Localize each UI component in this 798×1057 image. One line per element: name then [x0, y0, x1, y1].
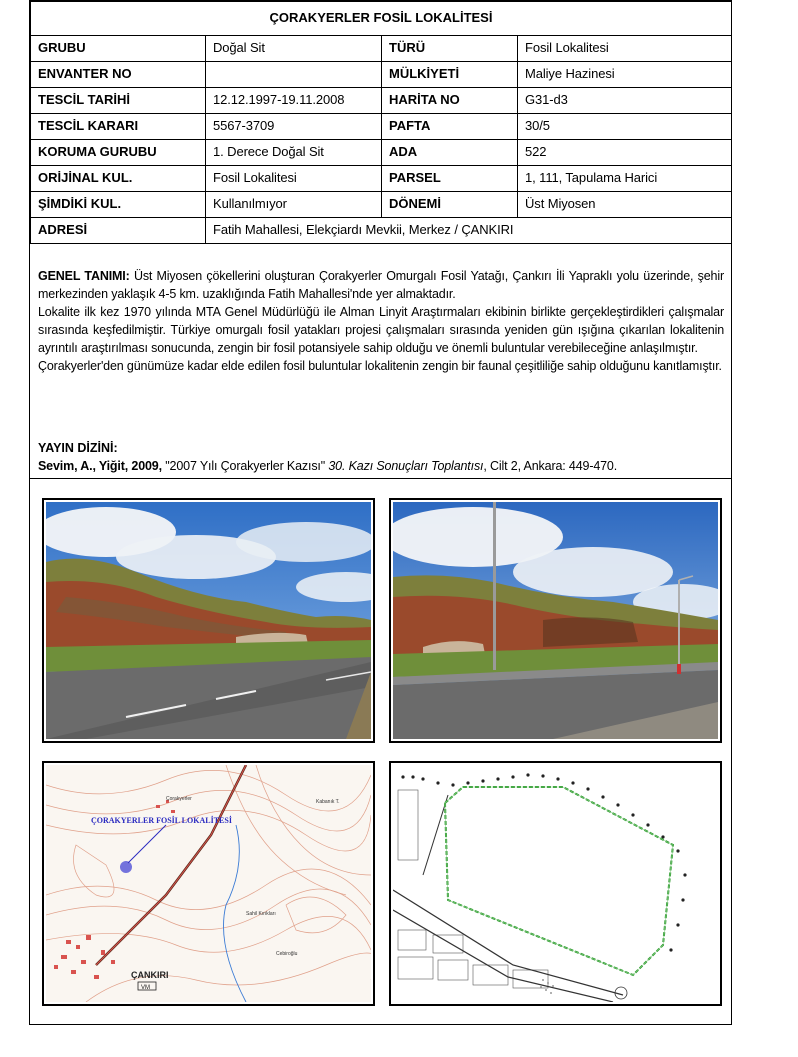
description-paragraph-3: Çorakyerler'den günümüze kadar elde edilen fosil buluntular lokalitenin zengin bir faunal çeşitliliğe sahip olduğunu kanıtlamıştır.: [38, 359, 722, 373]
publication-series: 30. Kazı Sonuçları Toplantısı: [325, 459, 484, 473]
table-row: [31, 88, 732, 114]
site-photo-1: [42, 498, 375, 743]
value-tescil-karari: 5567-3709: [206, 114, 382, 140]
topographic-map: [42, 761, 375, 1006]
value-pafta: 30/5: [518, 114, 732, 140]
map-hill-label-1: Kabanık T.: [316, 799, 340, 805]
label-pafta: PAFTA: [382, 114, 518, 140]
label-mulkiyeti: MÜLKİYETİ: [382, 62, 518, 88]
value-orijinal-kul: Fosil Lokalitesi: [206, 166, 382, 192]
value-simdiki-kul: Kullanılmıyor: [206, 192, 382, 218]
document-sheet: [29, 0, 732, 1025]
label-ada: ADA: [382, 140, 518, 166]
map-city-label: ÇANKIRI: [131, 970, 169, 980]
table-row: [31, 62, 732, 88]
landscape-photo-pole: [393, 502, 718, 739]
title-row: [31, 2, 732, 36]
label-koruma-gurubu: KORUMA GURUBU: [31, 140, 206, 166]
value-envanter-no: [206, 62, 382, 88]
label-donemi: DÖNEMİ: [382, 192, 518, 218]
table-row: [31, 36, 732, 62]
label-envanter-no: ENVANTER NO: [31, 62, 206, 88]
description-heading: GENEL TANIMI:: [38, 269, 130, 283]
publication-title: "2007 Yılı Çorakyerler Kazısı": [161, 459, 326, 473]
table-row: [31, 192, 732, 218]
label-tescil-karari: TESCİL KARARI: [31, 114, 206, 140]
label-tescil-tarihi: TESCİL TARİHİ: [31, 88, 206, 114]
publication-entry: [38, 459, 728, 473]
label-harita-no: HARİTA NO: [382, 88, 518, 114]
map-village-label: Çorakyerler: [166, 796, 192, 802]
value-koruma-gurubu: 1. Derece Doğal Sit: [206, 140, 382, 166]
description-paragraph-1: [38, 267, 724, 303]
label-grubu: GRUBU: [31, 36, 206, 62]
table-row: [31, 218, 732, 244]
cadastral-plan: [389, 761, 722, 1006]
label-simdiki-kul: ŞİMDİKİ KUL.: [31, 192, 206, 218]
map-hill-label-2: Sahil Kırıkları: [246, 911, 276, 917]
section-divider: [30, 478, 731, 479]
label-orijinal-kul: ORİJİNAL KUL.: [31, 166, 206, 192]
value-mulkiyeti: Maliye Hazinesi: [518, 62, 732, 88]
plan-image: [393, 765, 718, 1002]
general-description: [38, 267, 724, 375]
page-title: ÇORAKYERLER FOSİL LOKALİTESİ: [31, 2, 732, 36]
site-photo-2: [389, 498, 722, 743]
publication-authors: Sevim, A., Yiğit, 2009,: [38, 459, 162, 473]
map-image: [46, 765, 371, 1002]
value-tescil-tarihi: 12.12.1997-19.11.2008: [206, 88, 382, 114]
label-parsel: PARSEL: [382, 166, 518, 192]
table-row: [31, 166, 732, 192]
description-paragraph-2: Lokalite ilk kez 1970 yılında MTA Genel Müdürlüğü ile Alman Linyit Araştırmaları ekibinin birlikte gerçekleştirdikleri çalışmalar sırasında keşfedilmiştir. Türkiye omurgalı fosil yatakları projesi çalışmaları sırasında yeniden gün ışığına çıkarılan lokalitenin ayrıntılı araştırılması sonucunda, zengin bir fosil potansiyele sahip olduğu ve önemli buluntular verebileceğine anlaşılmıştır.: [38, 305, 724, 355]
map-hill-label-3: Cebiroğlu: [276, 951, 298, 957]
value-turu: Fosil Lokalitesi: [518, 36, 732, 62]
info-table: [30, 1, 732, 244]
description-text-1: Üst Miyosen çökellerini oluşturan Çorakyerler Omurgalı Fosil Yatağı, Çankırı İli Yapraklı yolu üzerinde, şehir merkezinden yaklaşık 4-5 km. uzaklığında Fatih Mahallesi'nde yer almaktadır.: [38, 269, 724, 301]
value-donemi: Üst Miyosen: [518, 192, 732, 218]
table-row: [31, 140, 732, 166]
label-adresi: ADRESİ: [31, 218, 206, 244]
publications-heading: YAYIN DİZİNİ:: [38, 441, 118, 455]
value-parsel: 1, 111, Tapulama Harici: [518, 166, 732, 192]
value-harita-no: G31-d3: [518, 88, 732, 114]
map-city-code: VM: [141, 985, 150, 991]
value-grubu: Doğal Sit: [206, 36, 382, 62]
label-turu: TÜRÜ: [382, 36, 518, 62]
value-ada: 522: [518, 140, 732, 166]
value-adresi: Fatih Mahallesi, Elekçiardı Mevkii, Merkez / ÇANKIRI: [206, 218, 732, 244]
table-row: [31, 114, 732, 140]
landscape-photo-road: [46, 502, 371, 739]
publication-details: , Cilt 2, Ankara: 449-470.: [483, 459, 618, 473]
map-locality-label: ÇORAKYERLER FOSİL LOKALİTESİ: [91, 816, 232, 825]
